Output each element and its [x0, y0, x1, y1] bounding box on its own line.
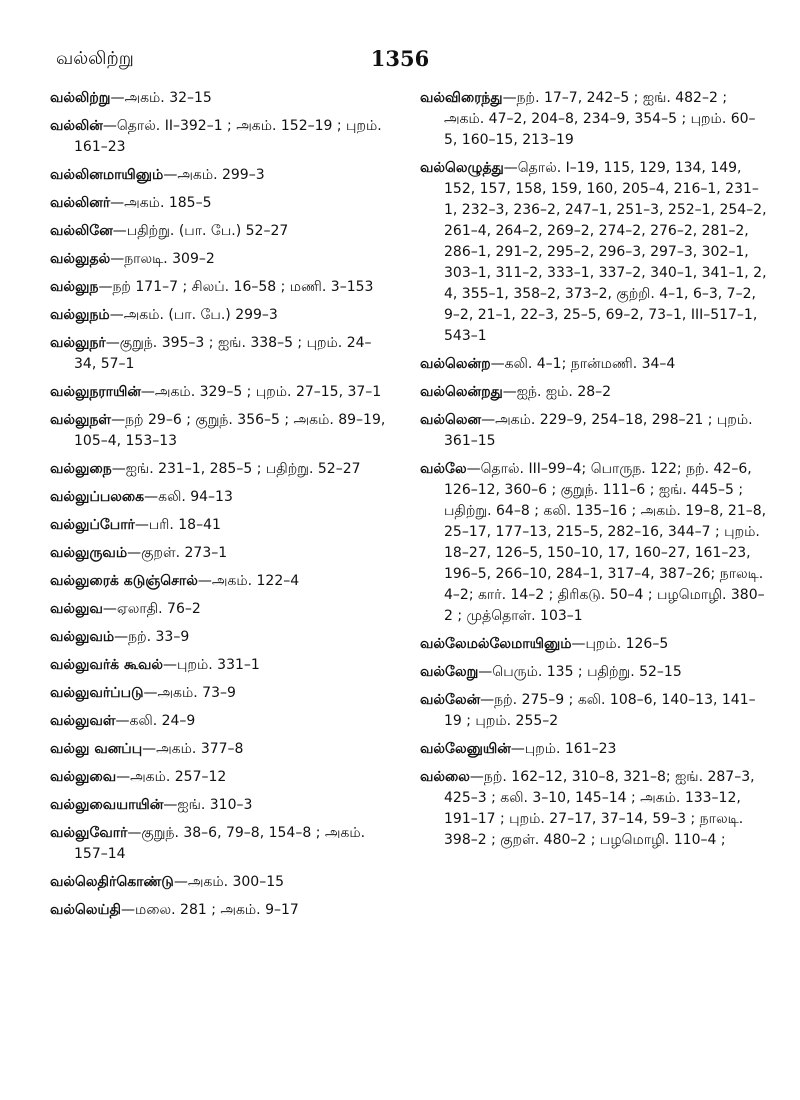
entry-references: —புறம். 161–23	[510, 741, 617, 757]
entry-headword: வல்லிற்று	[50, 90, 111, 106]
entry-references: —மலை. 281 ; அகம். 9–17	[121, 902, 299, 918]
index-entry	[50, 221, 390, 242]
index-entry	[50, 165, 390, 186]
entry-references: —நற். 275–9 ; கலி. 108–6, 140–13, 141–19 ; புறம். 255–2	[444, 692, 756, 729]
entry-references: —புறம். 126–5	[571, 636, 669, 652]
entry-references: —அகம். 377–8	[142, 741, 244, 757]
entry-references: —கலி. 4–1; நான்மணி. 34–4	[490, 356, 676, 372]
entry-headword: வல்லுநை	[50, 461, 112, 477]
index-entry	[50, 767, 390, 788]
entry-headword: வல்லுப்பலகை	[50, 489, 145, 505]
entry-references: —பதிற்று. (பா. பே.) 52–27	[112, 223, 289, 239]
entry-headword: வல்லுநர்	[50, 335, 106, 351]
index-entry	[420, 382, 768, 403]
index-entry	[50, 277, 390, 298]
entry-headword: வல்லுவோர்	[50, 825, 128, 841]
entry-references: —அகம். 32–15	[110, 90, 212, 106]
entry-references: —நற். 162–12, 310–8, 321–8; ஐங். 287–3, 425–3 ; கலி. 3–10, 145–14 ; அகம். 133–12, 191–17 ; புறம். 27–17, 37–14, 59–3 ; நாலடி. 398–2 ; குறள். 480–2 ; பழமொழி. 110–4 ;	[444, 769, 755, 848]
index-entry	[50, 795, 390, 816]
index-entry	[50, 900, 390, 921]
entry-headword: வல்லென்றது	[420, 384, 503, 400]
index-entry	[420, 410, 768, 452]
index-entry	[420, 767, 768, 851]
entry-references: —அகம். 329–5 ; புறம். 27–15, 37–1	[140, 384, 382, 400]
entry-headword: வல்லெழுத்து	[420, 160, 504, 176]
entry-references: —நற் 29–6 ; குறுந். 356–5 ; அகம். 89–19, 105–4, 153–13	[74, 412, 386, 449]
index-entry	[50, 515, 390, 536]
entry-references: —தொல். II–392–1 ; அகம். 152–19 ; புறம். 161–23	[74, 118, 382, 155]
entry-references: —தொல். I–19, 115, 129, 134, 149, 152, 157, 158, 159, 160, 205–4, 216–1, 231–1, 232–3, 236–2, 247–1, 251–3, 252–1, 254–2, 261–4, 264–2, 269–2, 274–2, 276–2, 281–2, 286–1, 291–2, 295–2, 296–3, 297–3, 302–1, 303–1, 311–2, 333–1, 337–2, 340–1, 341–1, 2, 4, 355–1, 358–2, 373–2, குற்றி. 4–1, 6–3, 7–2, 9–2, 21–1, 22–3, 25–5, 69–2, 73–1, III–517–1, 543–1	[444, 160, 767, 344]
index-entry	[50, 739, 390, 760]
entry-headword: வல்லென்ற	[420, 356, 491, 372]
entry-headword: வல்லுரைக் கடுஞ்சொல்	[50, 573, 198, 589]
entry-references: —அகம். 73–9	[143, 685, 236, 701]
index-entry	[50, 249, 390, 270]
entry-references: —அகம். 122–4	[197, 573, 300, 589]
entry-headword: வல்லுவம்	[50, 629, 115, 645]
index-entry	[50, 333, 390, 375]
entry-references: —தொல். III–99–4; பொருந. 122; நற். 42–6, 126–12, 360–6 ; குறுந். 111–6 ; ஐங். 445–5 ; பதிற்று. 64–8 ; கலி. 135–16 ; அகம். 19–8, 21–8, 25–17, 177–13, 215–5, 282–16, 344–7 ; புறம். 18–27, 126–5, 150–10, 17, 160–27, 161–23, 196–5, 266–10, 284–1, 317–4, 387–26; நாலடி. 4–2; கார். 14–2 ; திரிகடு. 50–4 ; பழமொழி. 380–2 ; முத்தொள். 103–1	[444, 461, 767, 624]
entry-references: —குறுந். 395–3 ; ஐங். 338–5 ; புறம். 24–34, 57–1	[74, 335, 372, 372]
index-entry	[420, 739, 768, 760]
index-entry	[50, 543, 390, 564]
index-entry	[420, 634, 768, 655]
entry-references: —நாலடி. 309–2	[110, 251, 215, 267]
entry-headword: வல்லினே	[50, 223, 113, 239]
entry-headword: வல்லுந	[50, 279, 99, 295]
index-entry	[50, 823, 390, 865]
entry-headword: வல்லுவர்ப்படு	[50, 685, 144, 701]
index-entry	[50, 410, 390, 452]
entry-references: —அகம். (பா. பே.) 299–3	[109, 307, 278, 323]
index-entry	[420, 662, 768, 683]
index-entry	[420, 354, 768, 375]
entry-references: —நற். 33–9	[114, 629, 190, 645]
entry-references: —பெரும். 135 ; பதிற்று. 52–15	[478, 664, 682, 680]
entry-headword: வல்லே	[420, 461, 467, 477]
index-entry	[50, 116, 390, 158]
index-entry	[50, 487, 390, 508]
entry-references: —ஐங். 231–1, 285–5 ; பதிற்று. 52–27	[111, 461, 361, 477]
entry-references: —அகம். 229–9, 254–18, 298–21 ; புறம். 361–15	[444, 412, 753, 449]
page-header	[0, 48, 800, 78]
entry-headword: வல்லை	[420, 769, 470, 785]
entry-references: —பரி. 18–41	[134, 517, 221, 533]
entry-headword: வல்லினர்	[50, 195, 111, 211]
index-entry	[50, 655, 390, 676]
left-column	[50, 88, 390, 928]
entry-headword: வல்லுவை	[50, 769, 117, 785]
index-entry	[50, 571, 390, 592]
entry-references: —ஏலாதி. 76–2	[102, 601, 201, 617]
index-entry	[50, 305, 390, 326]
index-entry	[50, 193, 390, 214]
running-head: வல்லிற்று	[56, 48, 134, 69]
index-entry	[420, 88, 768, 151]
entry-headword: வல்லுவையாயின்	[50, 797, 164, 813]
entry-headword: வல்லினமாயினும்	[50, 167, 164, 183]
index-entry	[50, 88, 390, 109]
entry-headword: வல்லுப்போர்	[50, 517, 135, 533]
index-entry	[50, 683, 390, 704]
right-column	[420, 88, 768, 858]
entry-references: —அகம். 300–15	[173, 874, 285, 890]
entry-headword: வல்லுவர்க் கூவல்	[50, 657, 164, 673]
index-entry	[420, 690, 768, 732]
entry-references: —குறள். 273–1	[127, 545, 228, 561]
entry-headword: வல்லுவ	[50, 601, 103, 617]
index-entry	[50, 872, 390, 893]
index-entry	[50, 459, 390, 480]
entry-headword: வல்லுதல்	[50, 251, 111, 267]
entry-headword: வல்லெய்தி	[50, 902, 122, 918]
entry-references: —ஐங். 310–3	[163, 797, 253, 813]
index-entry	[50, 711, 390, 732]
index-entry	[50, 627, 390, 648]
entry-headword: வல்லேனுயின்	[420, 741, 511, 757]
entry-headword: வல்லுநம்	[50, 307, 110, 323]
entry-headword: வல்லு வனப்பு	[50, 741, 143, 757]
entry-references: —அகம். 299–3	[163, 167, 265, 183]
entry-headword: வல்லுநள்	[50, 412, 112, 428]
index-entry	[50, 382, 390, 403]
entry-references: —நற். 17–7, 242–5 ; ஐங். 482–2 ; அகம். 47–2, 204–8, 234–9, 354–5 ; புறம். 60–5, 160–15, 213–19	[444, 90, 756, 148]
entry-headword: வல்லேறு	[420, 664, 479, 680]
entry-headword: வல்விரைந்து	[420, 90, 503, 106]
entry-headword: வல்லுவள்	[50, 713, 116, 729]
entry-references: —ஐந். ஐம். 28–2	[502, 384, 612, 400]
entry-headword: வல்லுநராயின்	[50, 384, 141, 400]
entry-headword: வல்லெதிர்கொண்டு	[50, 874, 174, 890]
entry-headword: வல்லேன்	[420, 692, 481, 708]
entry-references: —புறம். 331–1	[163, 657, 260, 673]
entry-references: —குறுந். 38–6, 79–8, 154–8 ; அகம். 157–14	[74, 825, 366, 862]
entry-references: —கலி. 94–13	[144, 489, 233, 505]
entry-references: —அகம். 257–12	[116, 769, 227, 785]
entry-headword: வல்லுருவம்	[50, 545, 128, 561]
page-number: 1356	[370, 46, 430, 71]
entry-references: —அகம். 185–5	[110, 195, 212, 211]
entry-references: —நற் 171–7 ; சிலப். 16–58 ; மணி. 3–153	[98, 279, 374, 295]
entry-headword: வல்லின்	[50, 118, 103, 134]
entry-headword: வல்லென	[420, 412, 482, 428]
entry-references: —கலி. 24–9	[115, 713, 196, 729]
entry-headword: வல்லேமல்லேமாயினும்	[420, 636, 572, 652]
index-entry	[420, 158, 768, 347]
index-entry	[50, 599, 390, 620]
index-entry	[420, 459, 768, 627]
